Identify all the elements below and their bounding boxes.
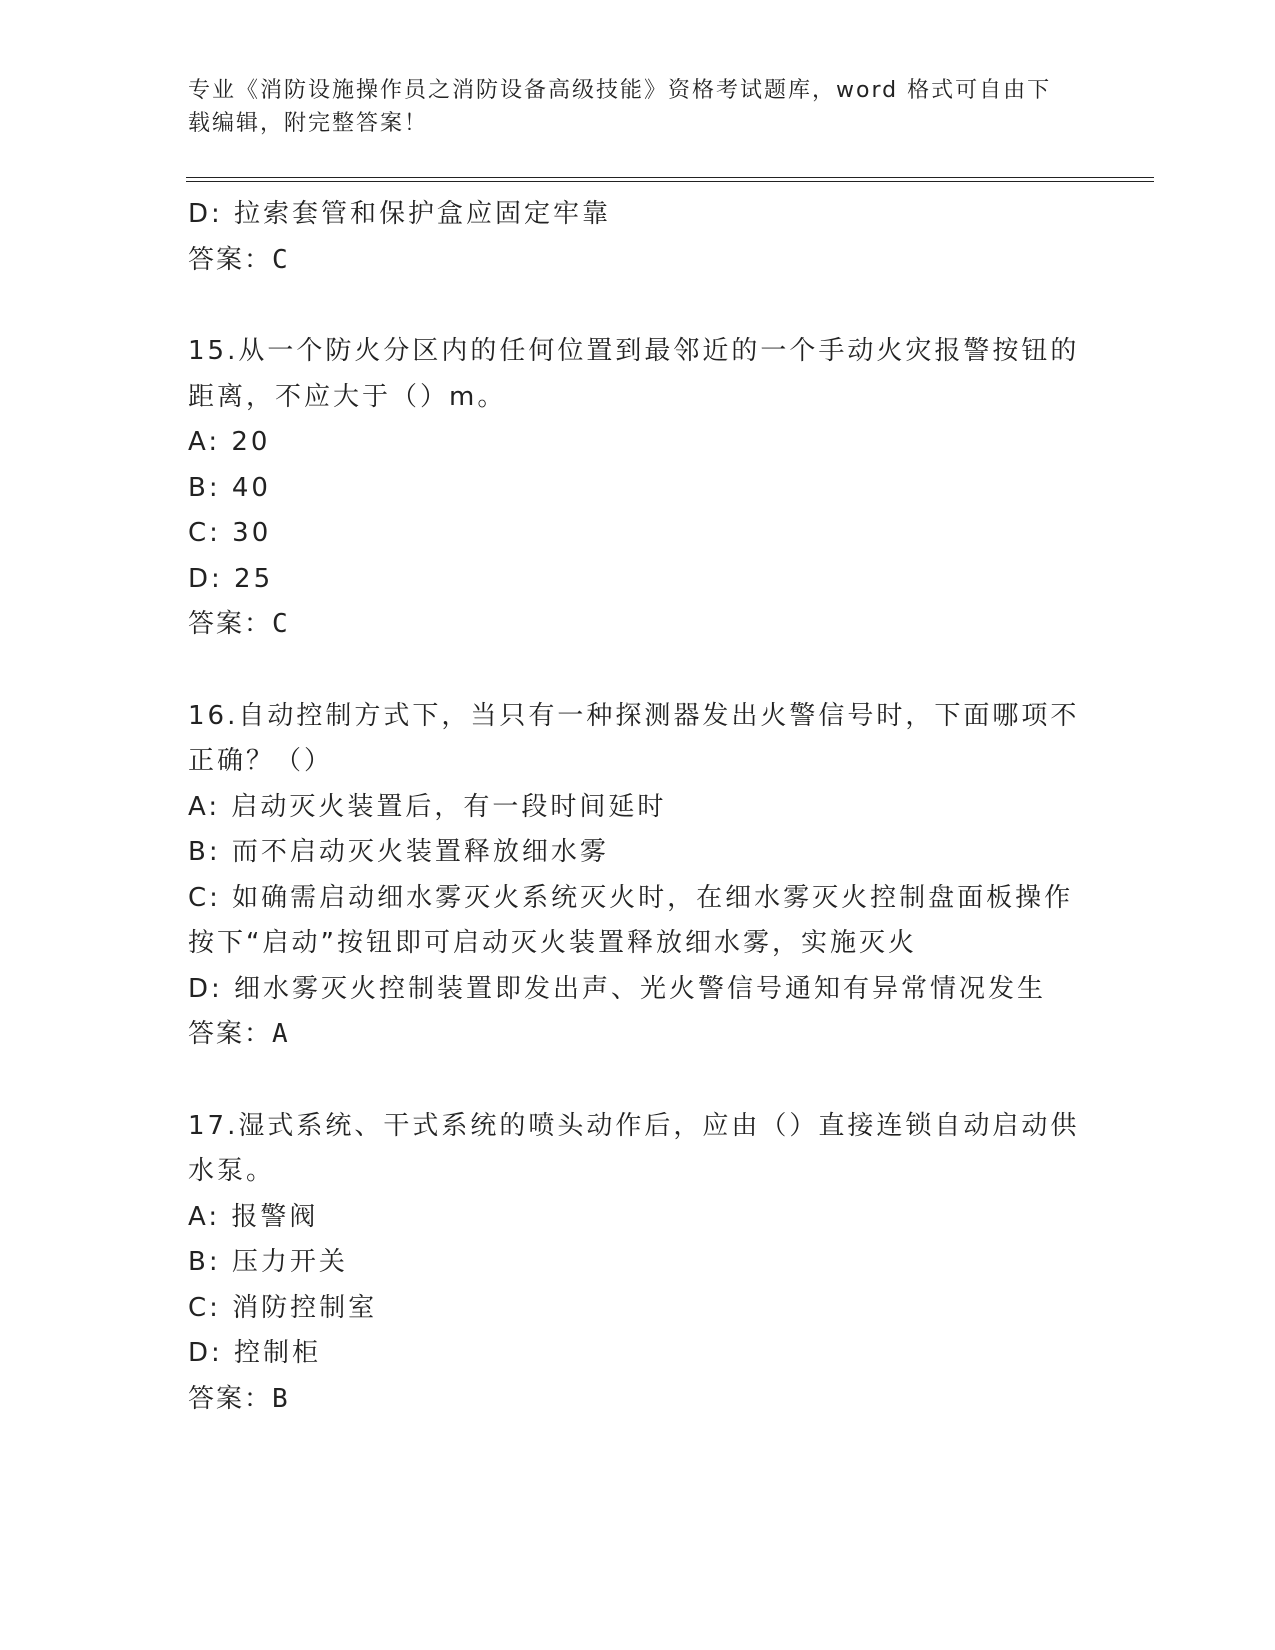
option-a: A: 20 xyxy=(188,427,271,457)
option-d: D: 控制柜 xyxy=(188,1338,322,1368)
question-stem-continued: 正确？（） xyxy=(188,746,334,776)
question-stem-continued: 水泵。 xyxy=(188,1156,276,1186)
question-15 xyxy=(188,329,1088,648)
option-d: D: 拉索套管和保护盒应固定牢靠 xyxy=(188,199,612,229)
answer-line: 答案：C xyxy=(188,609,290,639)
option-d: D: 25 xyxy=(188,563,274,594)
question-stem: 16.自动控制方式下，当只有一种探测器发出火警信号时，下面哪项不 xyxy=(188,700,1080,731)
carryover-block xyxy=(188,192,1088,283)
question-content xyxy=(188,192,1088,1422)
header-divider-bottom xyxy=(186,181,1154,182)
header-line-2: 载编辑，附完整答案！ xyxy=(188,111,429,136)
option-a: A: 启动灭火装置后，有一段时间延时 xyxy=(188,791,667,822)
answer-line: 答案：B xyxy=(188,1383,290,1414)
header-divider-top xyxy=(186,177,1154,178)
question-stem: 17.湿式系统、干式系统的喷头动作后，应由（）直接连锁自动启动供 xyxy=(188,1110,1080,1141)
option-c-continued: 按下“启动”按钮即可启动灭火装置释放细水雾，实施灭火 xyxy=(188,928,917,958)
header-line-1: 专业《消防设施操作员之消防设备高级技能》资格考试题库，word 格式可自由下 xyxy=(188,78,1052,103)
question-stem: 15.从一个防火分区内的任何位置到最邻近的一个手动火灾报警按钮的 xyxy=(188,336,1080,366)
answer-line: 答案：A xyxy=(188,1019,290,1049)
question-17 xyxy=(188,1104,1088,1423)
option-c: C: 消防控制室 xyxy=(188,1292,378,1323)
option-c: C: 如确需启动细水雾灭火系统灭火时，在细水雾灭火控制盘面板操作 xyxy=(188,882,1074,913)
answer-line: 答案：C xyxy=(188,244,290,275)
option-b: B: 压力开关 xyxy=(188,1247,348,1277)
option-b: B: 而不启动灭火装置释放细水雾 xyxy=(188,837,609,867)
option-b: B: 40 xyxy=(188,472,271,503)
option-d: D: 细水雾灭火控制装置即发出声、光火警信号通知有异常情况发生 xyxy=(188,973,1047,1004)
question-stem-continued: 距离，不应大于（）m。 xyxy=(188,381,507,412)
question-16 xyxy=(188,694,1088,1058)
option-c: C: 30 xyxy=(188,518,272,548)
document-header xyxy=(188,74,1068,140)
option-a: A: 报警阀 xyxy=(188,1201,319,1232)
